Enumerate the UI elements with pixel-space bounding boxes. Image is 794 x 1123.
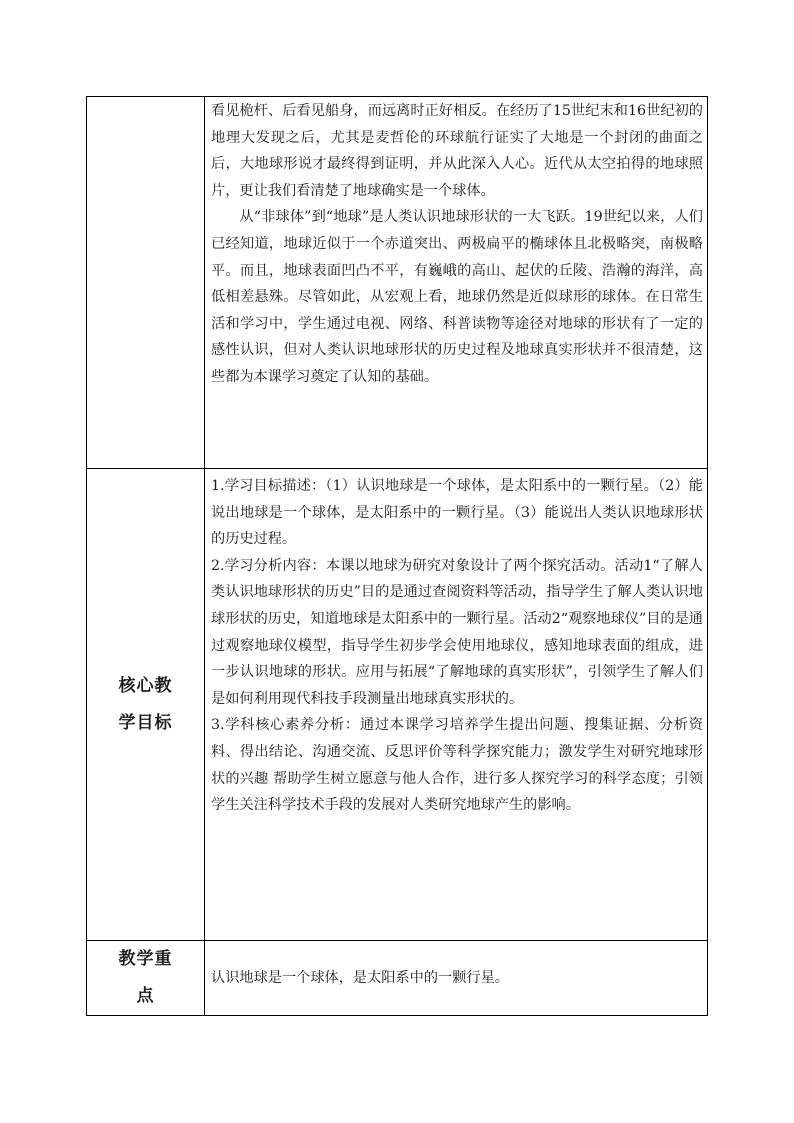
- row-content-cell: [205, 97, 708, 469]
- row-label-cell: [87, 97, 205, 469]
- table-row: [87, 97, 708, 469]
- row-label-cell: [87, 469, 205, 941]
- core-objectives-label: 核心教学目标: [118, 675, 173, 733]
- background-paragraph: 从“非球体”到“地球”是人类认识地球形状的一大飞跃。19世纪以来，人们已经知道，地球近似于一个赤道突出、两极扁平的椭球体且北极略突，南极略平。而且，地球表面凹凸不平，有巍峨的高山、起伏的丘陵、浩瀚的海洋，高低相差悬殊。尽管如此，从宏观上看，地球仍然是近似球形的球体。在日常生活和学习中，学生通过电视、网络、科普读物等途径对地球的形状有了一定的感性认识，但对人类认识地球形状的历史过程及地球真实形状并不很清楚，这些都为本课学习奠定了认知的基础。: [211, 209, 703, 385]
- lesson-plan-table: [86, 96, 708, 1016]
- row-content-cell: [205, 941, 708, 1016]
- objectives-paragraph: 1.学习目标描述：（1）认识地球是一个球体，是太阳系中的一颗行星。（2）能说出地球是一个球体，是太阳系中的一颗行星。（3）能说出人类认识地球形状的历史过程。: [211, 478, 703, 548]
- objectives-paragraph: 2.学习分析内容：本课以地球为研究对象设计了两个探究活动。活动1“了解人类认识地球形状的历史”目的是通过查阅资料等活动，指导学生了解人类认识地球形状的历史，知道地球是太阳系中的一颗行星。活动2“观察地球仪”目的是通过观察地球仪模型，指导学生初步学会使用地球仪，感知地球表面的组成，进一步认识地球的形状。应用与拓展“了解地球的真实形状”，引领学生了解人们是如何利用现代科技手段测量出地球真实形状的。: [211, 557, 703, 707]
- objectives-paragraph: 3.学科核心素养分析：通过本课学习培养学生提出问题、搜集证据、分析资料、得出结论、沟通交流、反思评价等科学探究能力；激发学生对研究地球形状的兴趣 帮助学生树立愿意与他人合作，进行多人探究学习的科学态度；引领学生关注科学技术手段的发展对人类研究地球产生的影响。: [211, 717, 703, 814]
- table-row: [87, 469, 708, 941]
- row-content-cell: [205, 469, 708, 941]
- row-label-cell: [87, 941, 205, 1016]
- table-row: [87, 941, 708, 1016]
- teaching-focus-label: 教学重点: [118, 949, 173, 1006]
- focus-paragraph: 认识地球是一个球体，是太阳系中的一颗行星。: [211, 970, 509, 986]
- background-paragraph: 看见桅杆、后看见船身，而远离时正好相反。在经历了15世纪末和16世纪初的地理大发现之后，尤其是麦哲伦的环球航行证实了大地是一个封闭的曲面之后，大地球形说才最终得到证明，并从此深入人心。近代从太空拍得的地球照片，更让我们看清楚了地球确实是一个球体。: [211, 103, 703, 199]
